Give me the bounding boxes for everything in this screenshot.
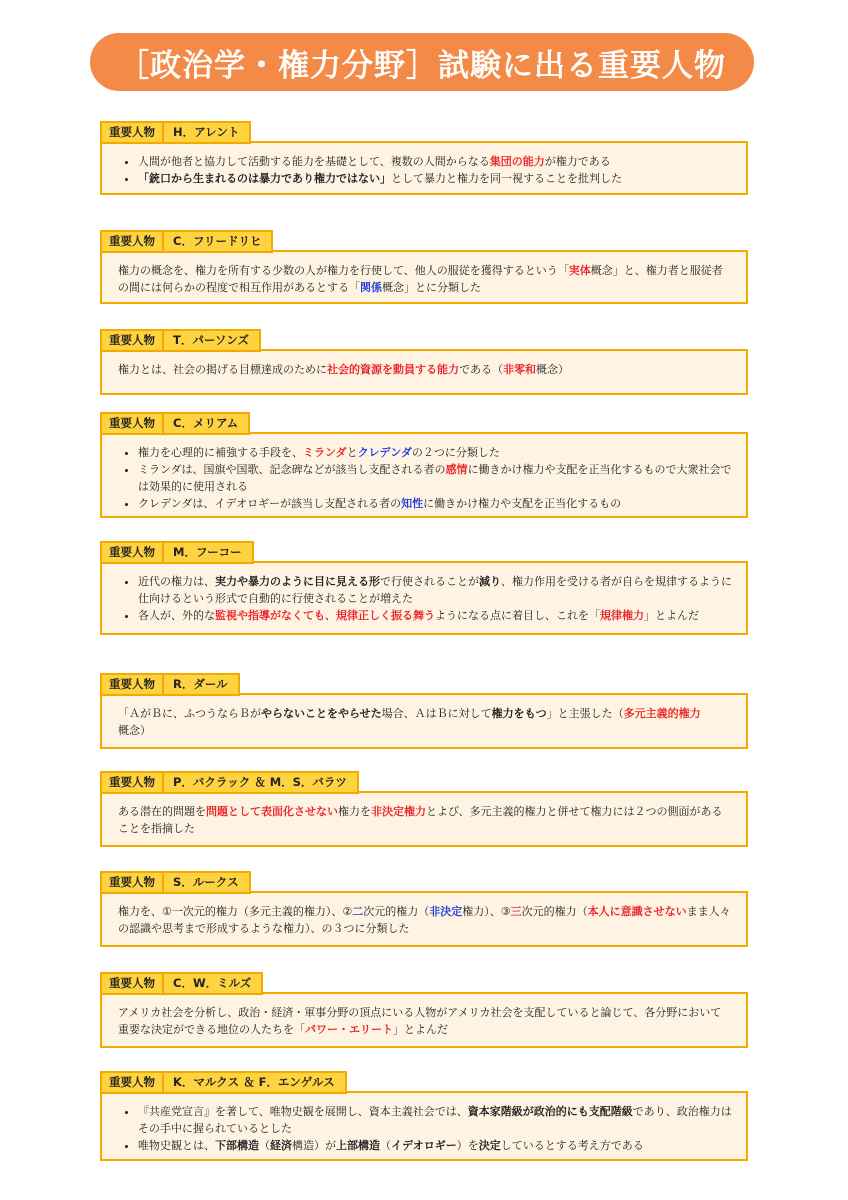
- bullet-item: [138, 1137, 732, 1154]
- entry-body: [100, 693, 748, 749]
- text-run: として暴力と権力を同一視することを批判した: [391, 172, 622, 185]
- tag-label: 重要人物: [102, 873, 164, 892]
- entry-text: [118, 361, 732, 378]
- person-tag: [100, 673, 240, 696]
- emphasis-bold: やらないことをやらせた: [261, 707, 382, 720]
- highlight-red: ミランダ: [303, 446, 347, 459]
- entry-text: [118, 903, 732, 937]
- highlight-blue: クレデンダ: [357, 446, 412, 459]
- text-run: 各人が、外的な: [138, 609, 215, 622]
- person-tag: [100, 541, 254, 564]
- person-name: C．W．ミルズ: [173, 976, 252, 990]
- bullet-item: [138, 444, 732, 461]
- entry-body: [100, 891, 748, 947]
- text-run: 概念」と、権力者と服従者の間には何らかの程度で相互作用があるとする「: [118, 264, 723, 294]
- person-tag: [100, 329, 261, 352]
- bullet-list: [118, 1103, 732, 1154]
- tag-label: 重要人物: [102, 1073, 164, 1092]
- person-tag: [100, 1071, 347, 1094]
- text-run: 概念）: [536, 363, 569, 376]
- text-run: とよび、多元主義的権力と併せて権力には２つの側面があることを指摘した: [118, 805, 723, 835]
- text-run: に働きかけ権力や支配を正当化するもの: [423, 497, 622, 510]
- text-run: 次元的権力（: [521, 905, 588, 918]
- person-name: H．アレント: [173, 125, 240, 139]
- highlight-blue: 知性: [401, 497, 424, 510]
- text-run: で行使されることが: [380, 575, 479, 588]
- entry-body: [100, 250, 748, 304]
- highlight-red: 問題として表面化させない: [206, 805, 338, 818]
- text-run: クレデンダは、イデオロギーが該当し支配される者の: [138, 497, 402, 510]
- entry-body: [100, 561, 748, 635]
- tag-label: 重要人物: [102, 414, 164, 433]
- emphasis-bold: 下部構造: [215, 1139, 259, 1152]
- emphasis-bold: 上部構造: [336, 1139, 380, 1152]
- tag-label: 重要人物: [102, 974, 164, 993]
- tag-label: 重要人物: [102, 543, 164, 562]
- text-run: である（: [459, 363, 503, 376]
- bullet-item: [138, 573, 732, 607]
- bullet-item: [138, 1103, 732, 1137]
- highlight-red: 非零和: [503, 363, 536, 376]
- emphasis-bold: 決定: [478, 1139, 501, 1152]
- person-name: C．メリアム: [173, 416, 239, 430]
- text-run: 」とよんだ: [644, 609, 699, 622]
- highlight-blue: 非決定: [429, 905, 463, 918]
- highlight-red: 本人に意識させない: [587, 905, 687, 918]
- person-tag: [100, 871, 251, 894]
- text-run: 「ＡがＢに、ふつうならＢが: [118, 707, 261, 720]
- entry-text: [118, 705, 732, 739]
- entry-body: [100, 141, 748, 195]
- person-name: T．パーソンズ: [173, 333, 250, 347]
- highlight-red: 規律正しく振る舞う: [336, 609, 435, 622]
- highlight-red: 感情: [445, 463, 468, 476]
- highlight-red: 集団の能力: [489, 155, 545, 168]
- entry-text: [118, 1004, 732, 1038]
- text-run: であり、政治権力はその手中に握られているとした: [138, 1105, 732, 1135]
- entry-body: [100, 1091, 748, 1161]
- bullet-list: [118, 573, 732, 624]
- highlight-red: 監視や指導がなくても: [215, 609, 325, 622]
- person-name: P．バクラック ＆ M．S．バラツ: [173, 775, 347, 789]
- text-run: 場合、ＡはＢに対して: [381, 707, 492, 720]
- person-name: C．フリードリヒ: [173, 234, 262, 248]
- text-run: 」とよんだ: [393, 1023, 448, 1036]
- text-run: 権力を、①一次元的権力（多元主義的権力）、②: [118, 905, 353, 918]
- highlight-red: 非決定権力: [371, 805, 426, 818]
- tag-label: 重要人物: [102, 773, 164, 792]
- emphasis-bold: 経済: [270, 1139, 292, 1152]
- text-run: ようになる点に着目し、これを「: [435, 609, 600, 622]
- text-run: ）を: [456, 1139, 479, 1152]
- text-run: と: [346, 446, 358, 459]
- person-name: S．ルークス: [173, 875, 239, 889]
- text-run: ある潜在的問題を: [118, 805, 206, 818]
- entry-body: [100, 432, 748, 518]
- entry-body: [100, 992, 748, 1048]
- tag-label: 重要人物: [102, 331, 164, 350]
- text-run: 権力の概念を、権力を所有する少数の人が権力を行使して、他人の服従を獲得するという「: [118, 264, 569, 277]
- person-tag: [100, 121, 251, 144]
- text-run: しているとする考え方である: [500, 1139, 644, 1152]
- text-run: 人間が他者と協力して活動する能力を基礎として、複数の人間からなる: [138, 155, 490, 168]
- highlight-red: 社会的資源を動員する能力: [327, 363, 459, 376]
- highlight-blue: 関係: [360, 281, 382, 294]
- text-run: まま人々の認識や思考まで形成するような権力）、の３つに分類した: [118, 905, 731, 935]
- person-tag: [100, 412, 250, 435]
- bullet-item: [138, 495, 732, 512]
- text-run: 権力を心理的に補強する手段を、: [138, 446, 303, 459]
- highlight-blue: 二: [352, 905, 364, 918]
- text-run: アメリカ社会を分析し、政治・経済・軍事分野の頂点にいる人物がアメリカ社会を支配していると論じて、各分野において重要な決定ができる地位の人たちを「: [118, 1006, 722, 1036]
- person-name: K．マルクス ＆ F．エンゲルス: [173, 1075, 335, 1089]
- bullet-item: [138, 461, 732, 495]
- page-title: ［政治学・権力分野］試験に出る重要人物: [90, 33, 754, 91]
- text-run: 構造）が: [292, 1139, 336, 1152]
- person-tag: [100, 771, 359, 794]
- person-tag: [100, 972, 263, 995]
- text-run: 権力とは、社会の掲げる目標達成のために: [118, 363, 327, 376]
- text-run: （: [259, 1139, 270, 1152]
- tag-label: 重要人物: [102, 232, 164, 251]
- emphasis-bold: 資本家階級が政治的にも支配階級: [467, 1105, 633, 1118]
- person-name: M．フーコー: [173, 545, 242, 559]
- text-run: 権力を: [338, 805, 371, 818]
- bullet-item: [138, 153, 732, 170]
- highlight-red: 規律権力: [600, 609, 644, 622]
- emphasis-bold: 実力や暴力のように目に見える形: [215, 575, 380, 588]
- entry-body: [100, 791, 748, 847]
- text-run: 次元的権力（: [363, 905, 430, 918]
- entry-text: [118, 262, 732, 296]
- text-run: の２つに分類した: [411, 446, 500, 459]
- bullet-item: [138, 170, 732, 187]
- bullet-list: [118, 153, 732, 187]
- emphasis-bold: イデオロギー: [391, 1139, 457, 1152]
- person-name: R．ダール: [173, 677, 228, 691]
- text-run: 唯物史観とは、: [138, 1139, 215, 1152]
- text-run: 」と主張した（: [546, 707, 624, 720]
- person-tag: [100, 230, 273, 253]
- highlight-red: 三: [510, 905, 522, 918]
- tag-label: 重要人物: [102, 123, 164, 142]
- bullet-list: [118, 444, 732, 512]
- emphasis-bold: 権力をもつ: [491, 707, 547, 720]
- text-run: 概念」とに分類した: [382, 281, 481, 294]
- text-run: （: [380, 1139, 391, 1152]
- entry-text: [118, 803, 732, 837]
- highlight-red: パワー・エリート: [305, 1023, 393, 1036]
- text-run: ミランダは、国旗や国歌、記念碑などが該当し支配される者の: [138, 463, 446, 476]
- text-run: 近代の権力は、: [138, 575, 215, 588]
- highlight-red: 多元主義的権力: [623, 707, 701, 720]
- text-run: が権力である: [544, 155, 611, 168]
- bullet-item: [138, 607, 732, 624]
- emphasis-bold: 「銃口から生まれるのは暴力であり権力ではない」: [138, 172, 391, 185]
- tag-label: 重要人物: [102, 675, 164, 694]
- text-run: 『共産党宣言』を著して、唯物史観を展開し、資本主義社会では、: [138, 1105, 468, 1118]
- emphasis-bold: 減り: [479, 575, 501, 588]
- highlight-red: 実体: [568, 264, 591, 277]
- text-run: 概念）: [118, 724, 151, 737]
- text-run: 、権力作用を受ける者が自らを規律するように仕向けるという形式で自動的に行使されることが増えた: [138, 575, 732, 605]
- text-run: 権力）、③: [462, 905, 511, 918]
- entry-body: [100, 349, 748, 395]
- text-run: 、: [325, 609, 336, 622]
- text-run: に働きかけ権力や支配を正当化するもので大衆社会では効果的に使用される: [138, 463, 732, 493]
